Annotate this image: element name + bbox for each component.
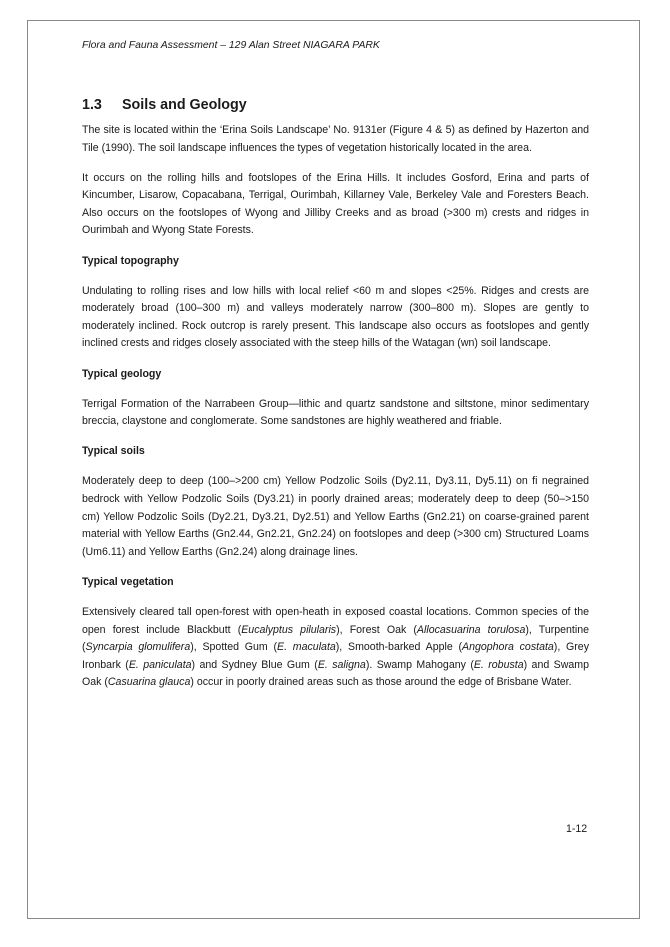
text-run: Extensively cleared tall open-forest with open-heath in exposed coastal locations. Common species of the open forest include Blackbutt (: [82, 605, 589, 636]
text-run: ) and Swamp Oak (: [82, 658, 589, 689]
page-number: 1-12: [566, 823, 588, 835]
text-run: ) occur in poorly drained areas such as those around the edge of Brisbane Water.: [190, 676, 572, 689]
page-header: Flora and Fauna Assessment – 129 Alan Street NIAGARA PARK: [82, 40, 380, 51]
soils-paragraph: Moderately deep to deep (100–>200 cm) Yellow Podzolic Soils (Dy2.11, Dy3.11, Dy5.11) on fi negrained bedrock with Yellow Podzolic Soils (Dy3.21) in poorly drained areas; moderately deep to deep (50–>150 cm) Yellow Podzolic Soils (Dy2.21, Dy3.21, Dy2.51) and Yellow Earths (Gn2.21) on coarse-grained parent material with Yellow Earths (Gn2.44, Gn2.21, Gn2.24) on footslopes and deep (>300 cm) Structured Loams (Um6.11) and Yellow Earths (Gn2.24) along drainage lines.: [82, 475, 589, 558]
text-run: ), Spotted Gum (: [190, 641, 278, 654]
soils-heading: Typical soils: [82, 445, 145, 458]
text-run: ), Turpentine (: [82, 623, 589, 654]
vegetation-paragraph: [82, 604, 589, 692]
species-name: Allocasuarina torulosa: [416, 623, 526, 636]
species-name: Syncarpia glomulifera: [85, 641, 191, 654]
section-title: Soils and Geology: [122, 97, 247, 113]
species-name: E. paniculata: [128, 658, 192, 671]
text-run: ), Smooth-barked Apple (: [335, 641, 463, 654]
topography-paragraph: Undulating to rolling rises and low hills with local relief <60 m and slopes <25%. Ridges and crests are moderately broad (100–300 m) and valleys moderately narrow (300–800 m). Slopes are gently to moderately inclined. Rock outcrop is rarely present. This landscape also occurs as footslopes and gently inclined crests and ridges closely associated with the steep hills of the Watagan (wn) soil landscape.: [82, 284, 589, 350]
species-name: Casuarina glauca: [107, 676, 191, 689]
document-body: [82, 122, 589, 704]
vegetation-heading: Typical vegetation: [82, 575, 174, 588]
text-run: ), Forest Oak (: [336, 623, 417, 636]
intro-paragraph-1: The site is located within the ‘Erina Soils Landscape’ No. 9131er (Figure 4 & 5) as defined by Hazerton and Tile (1990). The soil landscape influences the types of vegetation historically located in the area.: [82, 124, 589, 154]
text-run: ), Grey Ironbark (: [82, 641, 589, 671]
species-name: E. saligna: [317, 658, 366, 671]
intro-paragraph-2: It occurs on the rolling hills and footslopes of the Erina Hills. It includes Gosford, Erina and parts of Kincumber, Lisarow, Copacabana, Terrigal, Ourimbah, Killarney Vale, Berkeley Vale and Foresters Beach. Also occurs on the footslopes of Wyong and Jilliby Creeks and as broad (>300 m) crests and ridges in Ourimbah and Wyong State Forests.: [82, 171, 589, 237]
section-number: 1.3: [82, 97, 102, 113]
text-run: ). Swamp Mahogany (: [365, 658, 474, 671]
species-name: E. robusta: [473, 658, 524, 671]
species-name: Angophora costata: [462, 641, 554, 654]
topography-heading: Typical topography: [82, 254, 179, 267]
geology-heading: Typical geology: [82, 367, 162, 380]
text-run: ) and Sydney Blue Gum (: [191, 658, 318, 671]
species-name: E. maculata: [277, 641, 336, 654]
section-heading: [82, 97, 247, 113]
species-name: Eucalyptus pilularis: [241, 623, 337, 636]
geology-paragraph: Terrigal Formation of the Narrabeen Group—lithic and quartz sandstone and siltstone, minor sedimentary breccia, claystone and conglomerate. Some sandstones are highly weathered and friable.: [82, 397, 589, 428]
